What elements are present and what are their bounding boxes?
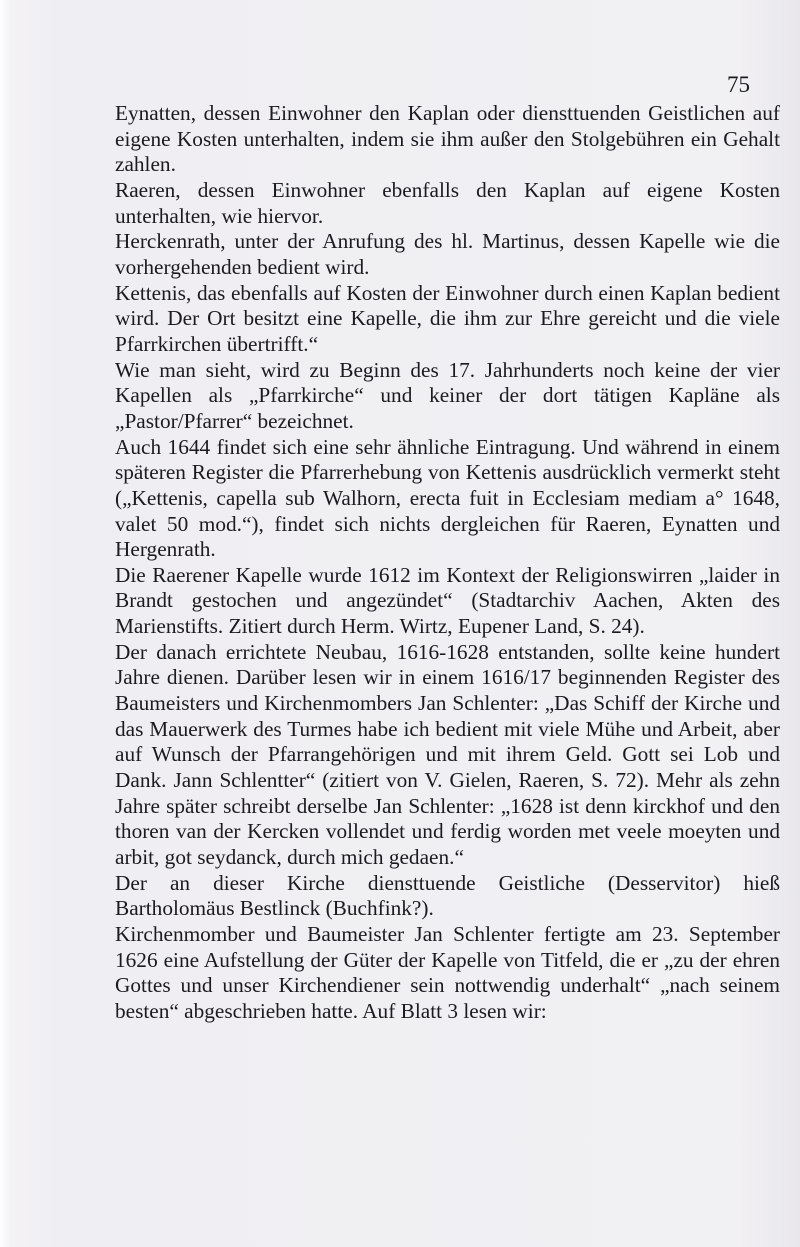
paragraph-1644: Auch 1644 findet sich eine sehr ähnliche Eintragung. Und während in einem späteren Register die Pfarrerhebung von Kettenis ausdrücklich vermerkt steht („Kettenis, capella sub Walhorn, erecta fuit in Ecclesiam mediam a° 1648, valet 50 mod.“), findet sich nichts dergleichen für Raeren, Eynatten und Hergenrath.	[115, 434, 780, 562]
paragraph-herckenrath: Herckenrath, unter der Anrufung des hl. Martinus, dessen Kapelle wie die vorhergehenden bedient wird.	[115, 229, 780, 279]
paragraph-raeren: Raeren, dessen Einwohner ebenfalls den Kaplan auf eigene Kosten unterhalten, wie hiervor.	[115, 177, 780, 228]
body-text	[115, 101, 780, 1025]
paragraph-raerener-kapelle: Die Raerener Kapelle wurde 1612 im Kontext der Religionswirren „laider in Brandt gestochen und angezündet“ (Stadtarchiv Aachen, Akten des Marienstifts. Zitiert durch Herm. Wirtz, Eupener Land, S. 24).	[115, 562, 780, 639]
paragraph-kapellen: Wie man sieht, wird zu Beginn des 17. Jahrhunderts noch keine der vier Kapellen als „Pfarrkirche“ und keiner der dort tätigen Kapläne als „Pastor/Pfarrer“ bezeichnet.	[115, 357, 780, 433]
paragraph-kirchenmomber: Kirchenmomber und Baumeister Jan Schlenter fertigte am 23. September 1626 eine Aufstellung der Güter der Kapelle von Titfeld, die er „zu der ehren Gottes und unser Kirchendiener sein nottwendig underhalt“ „nach seinem besten“ abgeschrieben hatte. Auf Blatt 3 lesen wir:	[115, 922, 780, 1023]
paragraph-neubau: Der danach errichtete Neubau, 1616-1628 entstanden, sollte keine hundert Jahre dienen. Darüber lesen wir in einem 1616/17 beginnenden Register des Baumeisters und Kirchenmombers Jan Schlenter: „Das Schiff der Kirche und das Mauerwerk des Turmes habe ich bedient mit viele Mühe und Arbeit, aber auf Wunsch der Pfarrangehörigen und mit ihrem Geld. Gott sei Lob und Dank. Jann Schlentter“ (zitiert von V. Gielen, Raeren, S. 72). Mehr als zehn Jahre später schreibt derselbe Jan Schlenter: „1628 ist denn kirckhof und den thoren van der Kercken vollendet und ferdig worden met veele moeyten und arbit, got seydanck, durch mich gedaen.“	[115, 639, 780, 870]
paragraph-eynatten: Eynatten, dessen Einwohner den Kaplan oder diensttuenden Geistlichen auf eigene Kosten unterhalten, indem sie ihm außer den Stolgebühren ein Gehalt zahlen.	[115, 101, 780, 177]
page-number: 75	[727, 72, 750, 97]
paragraph-desservitor: Der an dieser Kirche diensttuende Geistliche (Desservitor) hieß Bartholomäus Bestlinck (Buchfink?).	[115, 870, 780, 921]
paragraph-kettenis: Kettenis, das ebenfalls auf Kosten der Einwohner durch einen Kaplan bedient wird. Der Ort besitzt eine Kapelle, die ihm zur Ehre gereicht und die viele Pfarrkirchen übertrifft.“	[115, 280, 780, 356]
